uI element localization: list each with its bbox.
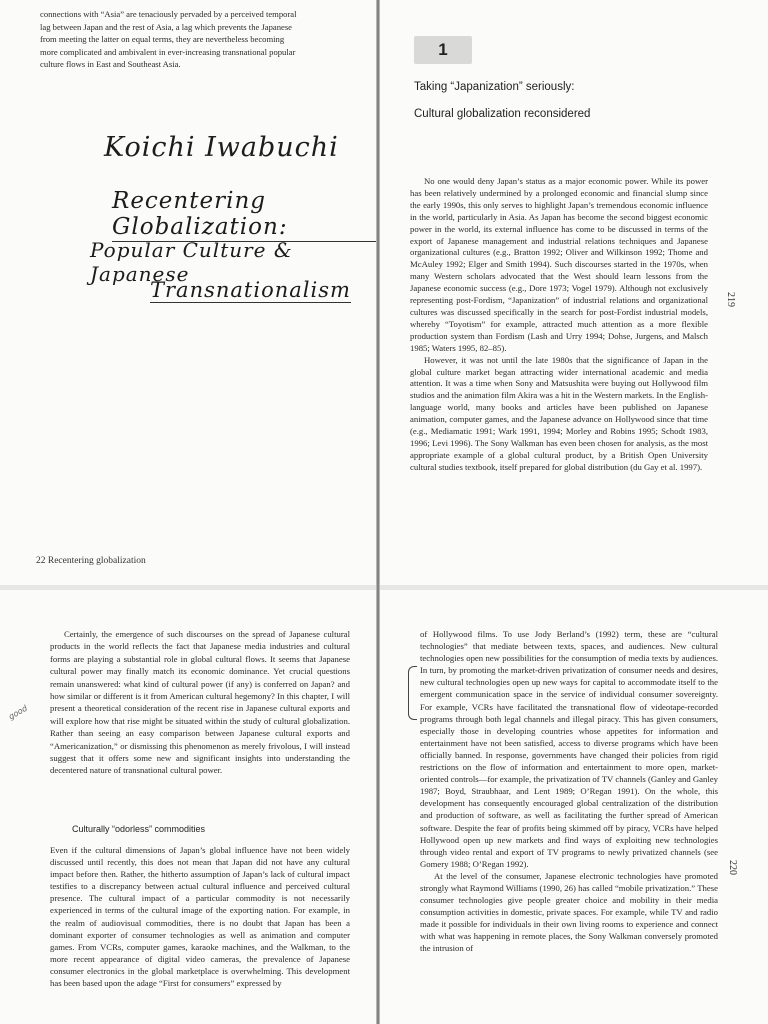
chapter-number: 1 (414, 36, 472, 64)
running-head: 22 Recentering globalization (36, 556, 146, 566)
handwritten-title: Recentering Globalization: (112, 188, 378, 242)
paragraph: Even if the cultural dimensions of Japan’s global influence have not been widely discussed until recently, this does not mean that Japan did not have any cultural impact before then. Rather, the hitherto assumption of Japan’s lack of cultural impact testifies to a discrepancy between actual cultural influence and perceived cultural presence. The cultural impact of a particular commodity is not necessarily experienced in terms of the cultural image of the exporting nation. For example, in the realm of audiovisual commodities, there is no doubt that Japan has been a dominant exporter of consumer technologies as well as animation and computer games. From VCRs, computer games, karaoke machines, and the Walkman, to the more recent appearance of digital video cameras, the prevalence of Japanese consumer electronics in the global marketplace is overwhelming. This development has been based upon the adage “First for consumers” expressed by (50, 845, 350, 989)
intro-line: from meeting the latter on equal terms, they are nevertheless becoming (40, 34, 285, 44)
paragraph: However, it was not until the late 1980s that the significance of Japan in the global culture market began attracting wider international academic and media attention. It was a time when Sony and Matsushita were buying out Hollywood film studios and the animation film Akira was a hit in the Western markets. In the English-language world, many books and articles have been published on Japanese animation, computer games, and the Japanese advance on Hollywood since that time (e.g., Mediamatic 1991; Wark 1991, 1994; Morley and Robins 1995; Schodt 1983, 1996; Levi 1996). The Sony Walkman has even been chosen for analysis, as the most appropriate example of a global cultural product, by a British Open University cultural studies textbook, itself prepared for global distribution (du Gay et al. 1997). (410, 354, 708, 472)
page-bottom-right (380, 590, 768, 1024)
chapter-body (410, 176, 708, 474)
section-heading: Culturally “odorless” commodities (72, 824, 206, 834)
intro-line: culture flows in East and Southeast Asia. (40, 59, 181, 69)
page-bottom-left (0, 590, 378, 1024)
body-text-2 (50, 844, 350, 989)
paragraph: At the level of the consumer, Japanese electronic technologies have promoted strongly what Raymond Williams (1990, 26) has called “mobile privatization.” These consumer technologies give people greater choice and mobility in their media consumption activities in domestic, private spaces. For example, while TV and radio made it possible for individuals in their own living rooms to experience and connect with what was happening in remote places, the Sony Walkman conversely promoted the intrusion of (420, 870, 718, 954)
body-text-right (420, 628, 718, 955)
chapter-title: Taking “Japanization” seriously: (414, 81, 575, 93)
page-number: 219 (725, 292, 736, 307)
page-top-right (380, 0, 768, 585)
handwritten-subtitle: Popular Culture & Japanese (90, 238, 293, 286)
paragraph: of Hollywood films. To use Jody Berland’s (1992) term, these are “cultural technologies” that mediate between texts, spaces, and audiences. New cultural technologies open new possibilities for the consumption of media texts by audiences. In turn, by promoting the market-driven privatization of consumer needs and desires, new cultural technologies open up new ways for capital to accommodate itself to the emergent communication space in the service of individual consumer sovereignty. For example, VCRs have facilitated the transnational flow of videotape-recorded programs through both legal channels and illegal piracy. This has given consumers, especially those in developing countries whose appetites for information and entertainment have not been satisfied, access to diverse programs which have been officially banned. In response, governments have changed their policies from rigid restrictions on the flow of information and entertainment to more open, market-oriented controls—for example, the privatization of TV channels (Ganley and Ganley 1987; Boyd, Straubhaar, and Lent 1989; O’Regan 1991). On the whole, this development has consequently encouraged global centralization of the distribution and production of software, as well as facilitating the further spread of American software. Despite the fear of profits being skimmed off by piracy, VCRs have helped Hollywood open up new markets and find ways of exploiting new technologies through video rental and export of TV programs to newly privatized channels (see Gomery 1988; O’Regan 1992). (420, 629, 718, 869)
intro-text (40, 8, 352, 71)
intro-line: lag between Japan and the rest of Asia, a lag which prevents the Japanese (40, 21, 292, 32)
intro-line: connections with “Asia” are tenaciously pervaded by a perceived temporal (40, 9, 297, 19)
intro-line: more complicated and ambivalent in ever-increasing transnational popular (40, 46, 296, 57)
page-top-left (0, 0, 378, 585)
body-text-1 (50, 628, 350, 777)
book-spine (376, 0, 380, 1024)
handwritten-author: Koichi Iwabuchi (104, 132, 339, 163)
paragraph: No one would deny Japan’s status as a major economic power. While its power has been relatively undermined by a prolonged economic and financial slump since the early 1990s, this only serves to highlight Japan’s tremendous economic influence in the world, particularly in Asia. As Japan has become the second biggest economic power in the world, its external influence has come to be discussed in terms of the export of Japanese management and industrial relations techniques and Japanese organizational cultures (e.g., Bratton 1992; Oliver and Wilkinson 1992; Thome and McAuley 1992; Elger and Smith 1994). Such discourses started in the 1970s, when many Western scholars advocated that the West should learn lessons from the Japanese economic success (e.g., Dore 1973; Vogel 1979). Although not exclusively representing post-Fordism, “Japanization” of industrial relations and organizational cultures was discussed specifically in the search for post-Fordist industrial models, whereby “Toyotism” for example, attracted much attention as a more flexible production system than Fordism (Lash and Urry 1994; Dohse, Jurgens, and Malsch 1985; Waters 1995, 82–85). (410, 176, 708, 353)
margin-note: good (7, 703, 29, 722)
paragraph: Certainly, the emergence of such discourses on the spread of Japanese cultural products in the world reflects the fact that Japanese media industries and cultural forms are playing a substantial role in global cultural flows. It seems that Japanese cultural power may finally match its economic dominance. Yet crucial questions remain unanswered: what kind of cultural power (if any) is conferred on Japan? and how similar or different is it from American cultural hegemony? In this chapter, I will present a theoretical consideration of the recent rise in Japanese cultural exports and will explore how that rise might be situated within the study of cultural globalization. Rather than seeing an easy comparison between Japanese cultural exports and “Americanization,” or dismissing this phenomenon as merely frivolous, I will instead suggest that it offers some new and significant insights into understanding the decentered nature of transnational cultural power. (50, 629, 350, 776)
chapter-subtitle: Cultural globalization reconsidered (414, 108, 591, 120)
handwritten-subtitle-2: Transnationalism (150, 278, 351, 302)
page-number: 220 (727, 860, 738, 875)
bracket-mark (408, 666, 417, 720)
